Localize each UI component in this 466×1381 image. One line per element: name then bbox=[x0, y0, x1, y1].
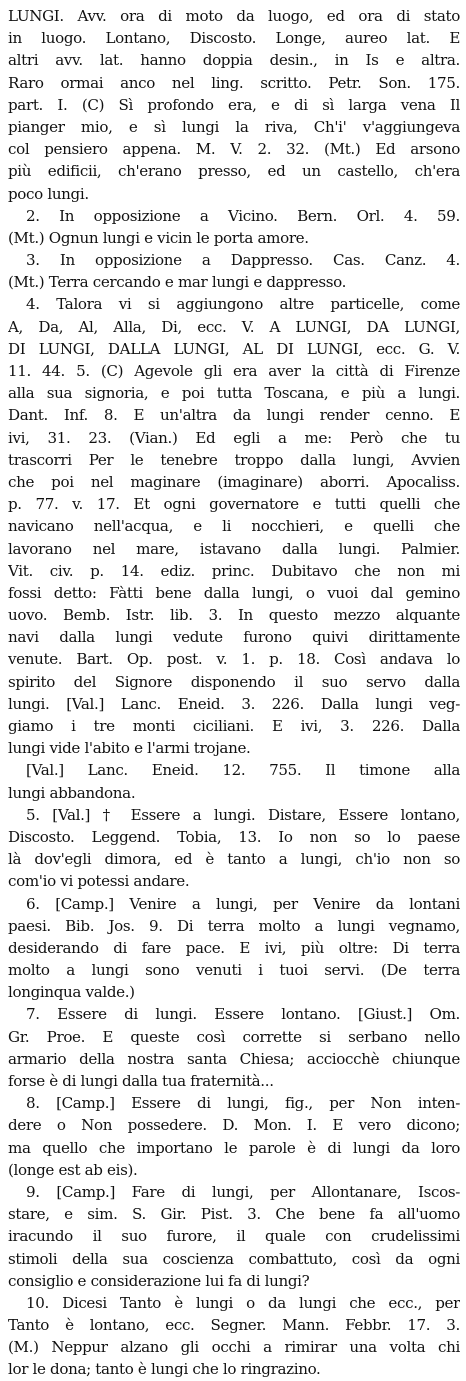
entry-line: com'io vi potessi andare. bbox=[8, 872, 190, 891]
entry-line: LUNGI. Avv. ora di moto da luogo, ed ora di stato bbox=[8, 7, 460, 25]
entry-line: (Mt.) Ognun lungi e vicin le porta amore. bbox=[8, 228, 309, 247]
entry-line: part. I. (C) Sì profondo era, e di sì larga vena Il bbox=[8, 95, 460, 114]
entry-line: in luogo. Lontano, Discosto. Longe, aureo lat. E bbox=[8, 29, 460, 48]
sense-4-line: 4. Talora vi si aggiungono altre particelle, come bbox=[26, 295, 460, 314]
entry-line: longinqua valde.) bbox=[8, 983, 135, 1002]
entry-line: Gr. Proe. E queste così corrette si serbano nello bbox=[8, 1027, 460, 1046]
entry-line: navi dalla lungi vedute furono quivi dirittamente bbox=[8, 628, 460, 647]
entry-line: Tanto è lontano, ecc. Segner. Mann. Febbr. 17. 3. bbox=[8, 1316, 460, 1335]
entry-line: desiderando di fare pace. E ivi, più oltre: Di terra bbox=[8, 938, 460, 957]
entry-line: giamo i tre monti ciciliani. E ivi, 3. 226. Dalla bbox=[8, 717, 460, 735]
citation-line: [Val.] Lanc. Eneid. 12. 755. Il timone alla bbox=[26, 761, 460, 780]
entry-line: fossi detto: Fàtti bene dalla lungi, o vuoi dal gemino bbox=[8, 583, 460, 602]
sense-8-line: 8. [Camp.] Essere di lungi, fig., per Non inten- bbox=[26, 1094, 460, 1113]
entry-line: navicano nell'acqua, e li nocchieri, e quelli che bbox=[8, 517, 460, 536]
entry-line: venute. Bart. Op. post. v. 1. p. 18. Così andava lo bbox=[8, 650, 460, 669]
entry-line: (M.) Neppur alzano gli occhi a rimirar una volta chi bbox=[8, 1338, 460, 1357]
entry-line: ivi, 31. 23. (Vian.) Ed egli a me: Però che tu bbox=[8, 428, 460, 447]
entry-line: lungi. [Val.] Lanc. Eneid. 3. 226. Dalla lungi veg- bbox=[8, 694, 460, 713]
entry-line: trascorri Per le tenebre troppo dalla lungi, Avvien bbox=[8, 450, 460, 469]
sense-3-line: 3. In opposizione a Dappresso. Cas. Canz. 4. bbox=[26, 251, 460, 270]
sense-6-line: 6. [Camp.] Venire a lungi, per Venire da lontani bbox=[26, 894, 460, 913]
entry-line: spirito del Signore disponendo il suo servo dalla bbox=[8, 672, 460, 691]
entry-line: molto a lungi sono venuti i tuoi servi. (De terra bbox=[8, 961, 460, 980]
entry-line: (longe est ab eis). bbox=[8, 1160, 138, 1179]
sense-2-line: 2. In opposizione a Vicino. Bern. Orl. 4. 59. bbox=[26, 206, 460, 225]
sense-10-line: 10. Dicesi Tanto è lungi o da lungi che ecc., per bbox=[26, 1293, 460, 1312]
entry-line: dere o Non possedere. D. Mon. I. E vero dicono; bbox=[8, 1116, 460, 1135]
entry-line: Vit. civ. p. 14. ediz. princ. Dubitavo che non mi bbox=[8, 561, 460, 580]
entry-line: lavorano nel mare, istavano dalla lungi. Palmier. bbox=[8, 539, 460, 558]
sense-9-line: 9. [Camp.] Fare di lungi, per Allontanare, Iscos- bbox=[26, 1182, 460, 1201]
entry-line: più edificii, ch'erano presso, ed un castello, ch'era bbox=[8, 162, 460, 181]
entry-line: lungi vide l'abito e l'armi trojane. bbox=[8, 739, 251, 758]
entry-line: iracundo il suo furore, il quale con crudelissimi bbox=[8, 1227, 460, 1246]
entry-line: pianger mio, e sì lungi la riva, Ch'i' v'aggiungeva bbox=[8, 117, 460, 136]
entry-line: che poi nel maginare (imaginare) aborri. Apocaliss. bbox=[8, 472, 460, 491]
entry-line: là dov'egli dimora, ed è tanto a lungi, ch'io non so bbox=[8, 850, 460, 869]
entry-line: armario della nostra santa Chiesa; acciocchè chiunque bbox=[8, 1049, 460, 1068]
entry-line: 11. 44. 5. (C) Agevole gli era aver la città di Firenze bbox=[8, 362, 460, 380]
entry-line: p. 77. v. 17. Et ogni governatore e tutti quelli che bbox=[8, 495, 460, 514]
entry-line: A, Da, Al, Alla, Di, ecc. V. A LUNGI, DA LUNGI, bbox=[8, 317, 460, 336]
entry-line: altri avv. lat. hanno doppia desin., in Is e altra. bbox=[8, 51, 460, 70]
entry-line: stare, e sim. S. Gir. Pist. 3. Che bene fa all'uomo bbox=[8, 1205, 460, 1224]
entry-line: uovo. Bemb. Istr. lib. 3. In questo mezzo alquante bbox=[8, 606, 460, 625]
entry-line: Raro ormai anco nel ling. scritto. Petr. Son. 175. bbox=[8, 73, 460, 92]
entry-line: paesi. Bib. Jos. 9. Di terra molto a lungi vegnamo, bbox=[8, 916, 460, 935]
entry-line: col pensiero appena. M. V. 2. 32. (Mt.) Ed arsono bbox=[8, 140, 460, 159]
entry-line: lungi abbandona. bbox=[8, 783, 136, 802]
sense-5-line: 5. [Val.] † Essere a lungi. Distare, Essere lontano, bbox=[26, 805, 460, 824]
entry-line: Discosto. Leggend. Tobia, 13. Io non so lo paese bbox=[8, 827, 460, 846]
entry-line: Dant. Inf. 8. E un'altra da lungi render cenno. E bbox=[8, 406, 460, 425]
entry-line: (Mt.) Terra cercando e mar lungi e dappresso. bbox=[8, 273, 347, 292]
entry-line: poco lungi. bbox=[8, 184, 89, 203]
entry-line: forse è di lungi dalla tua fraternità... bbox=[8, 1072, 274, 1090]
entry-line: DI LUNGI, DALLA LUNGI, AL DI LUNGI, ecc. G. V. bbox=[8, 339, 460, 358]
entry-line: stimoli della sua coscienza combattuto, così da ogni bbox=[8, 1249, 460, 1268]
entry-line: consiglio e considerazione lui fa di lungi? bbox=[8, 1271, 310, 1290]
entry-line: ma quello che importano le parole è di lungi da loro bbox=[8, 1138, 460, 1157]
entry-line: alla sua signoria, e poi tutta Toscana, e più a lungi. bbox=[8, 384, 460, 403]
sense-7-line: 7. Essere di lungi. Essere lontano. [Giust.] Om. bbox=[26, 1005, 460, 1024]
entry-line: lor le dona; tanto è lungi che lo ringrazino. bbox=[8, 1360, 321, 1379]
